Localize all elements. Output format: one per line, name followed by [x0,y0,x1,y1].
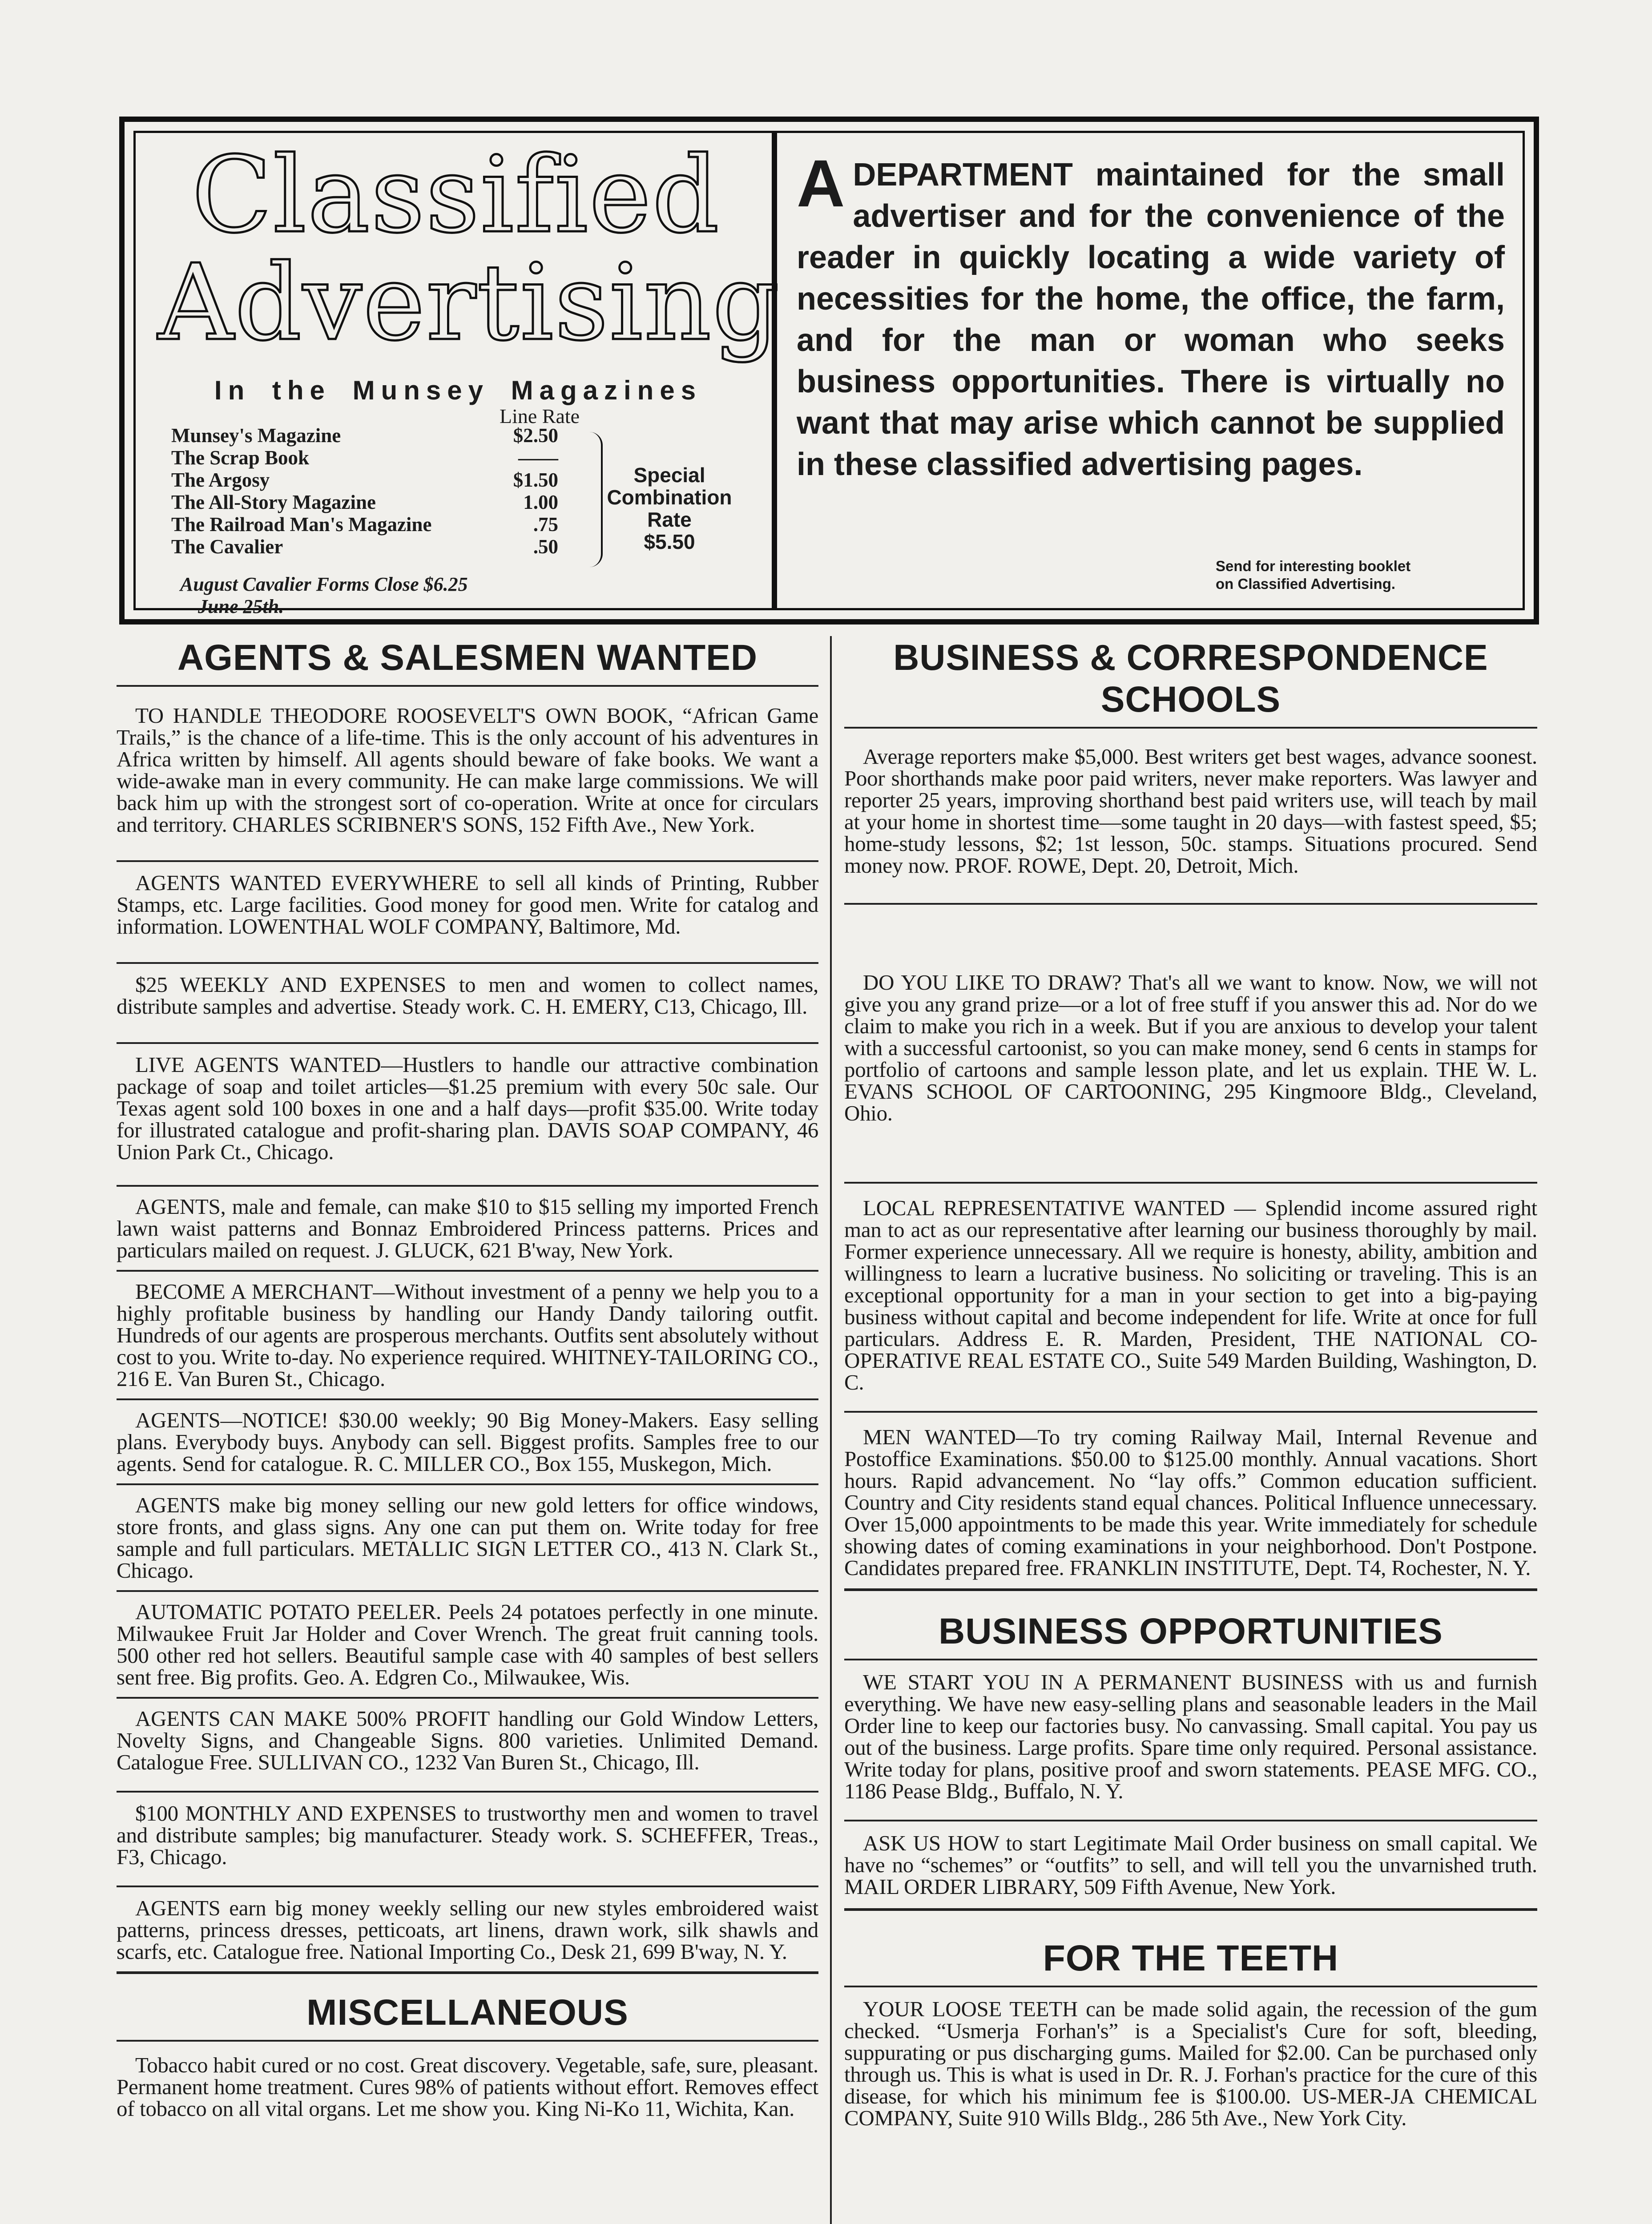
section-heading-business-opportunities: BUSINESS OPPORTUNITIES [939,1611,1443,1652]
section-rule [117,685,818,687]
forms-close-total: $6.25 [423,573,468,595]
booklet-note-line2: on Classified Advertising. [1216,576,1396,592]
ad-divider [117,1791,818,1793]
booklet-note [1216,557,1491,593]
rate-row [171,447,572,469]
ad-weekly-expenses: $25 WEEKLY AND EXPENSES to men and women to collect names, distribute samples and advertise. Steady work. C. H. EMERY, C13, Chicago, Ill. [117,972,818,1019]
section-heading-agents: AGENTS & SALESMEN WANTED [177,637,758,678]
ad-tobacco-habit: Tobacco habit cured or no cost. Great discovery. Vegetable, safe, sure, pleasant. Permanent home treatment. Cures 98% of patients without effort. Removes effect of tobacco on all vital organs. Let me show you. King Ni-Ko 11, Wichita, Kan. [117,2053,818,2121]
ad-mail-order-library: ASK US HOW to start Legitimate Mail Order business on small capital. We have no “schemes” or “outfits” to sell, and will tell you the unvarnished truth. MAIL ORDER LIBRARY, 509 Fifth Avenue, New York. [844,1831,1537,1899]
rate-magazine: Munsey's Magazine [171,424,341,447]
rate-row [171,492,572,514]
ad-waist-patterns: AGENTS, male and female, can make $10 to $15 selling my imported French lawn waist patterns and Bonnaz Embroidered Princess patterns. Prices and particulars mailed on request. J. GLUCK, 621 B'way, New York. [117,1194,818,1262]
ad-divider [844,903,1537,905]
masthead-right-panel [777,133,1523,608]
ad-printing-stamps: AGENTS WANTED EVERYWHERE to sell all kinds of Printing, Rubber Stamps, etc. Large facilities. Good money for good men. Write for catalog and information. LOWENTHAL WOLF COMPANY, Baltimore, Md. [117,870,818,939]
rate-table [171,425,572,558]
section-heading-miscellaneous: MISCELLANEOUS [306,1992,629,2033]
ad-divider [117,1697,818,1699]
rate-magazine: The Cavalier [171,536,283,558]
department-text: DEPARTMENT maintained for the small advertiser and for the convenience of the reader in quickly locating a wide variety of necessities for the home, the office, the farm, and for the man or woman who seeks business opportunities. There is virtually no want that may arise which cannot be supplied in these classified advertising pages. [797,157,1505,482]
ad-divider [844,1182,1537,1184]
ad-permanent-business: WE START YOU IN A PERMANENT BUSINESS with us and furnish everything. We have new easy-selling plans and seasonable leaders in the Mail Order line to keep our factories busy. No canvassing. Small capital. You pay us out of the business. Large profits. Spare time only required. Personal assistance. Write today for plans, positive proof and sworn statements. PEASE MFG. CO., 1186 Pease Bldg., Buffalo, N. Y. [844,1670,1537,1803]
ad-divider [117,860,818,862]
ad-divider [844,1820,1537,1821]
section-rule [844,1588,1537,1591]
section-rule [844,1908,1537,1911]
ad-men-wanted-exams: MEN WANTED—To try coming Railway Mail, Internal Revenue and Postoffice Examinations. $50.00 to $125.00 monthly. Annual vacations. Short hours. Rapid advancement. No “lay offs.” Common education sufficient. Country and City residents stand equal chances. Political Influence unnecessary. Over 15,000 appointments to be made this year. Write immediately for schedule showing dates of coming examinations in your neighborhood. Don't Postpone. Candidates prepared free. FRANKLIN INSTITUTE, Dept. T4, Rochester, N. Y. [844,1425,1537,1580]
combo-label-combination: Combination [607,486,732,509]
rate-magazine: The Railroad Man's Magazine [171,513,432,536]
ad-gold-letters: AGENTS make big money selling our new gold letters for office windows, store fronts, and glass signs. Any one can put them on. Write today for free sample and full particulars. METALLIC SIGN LETTER CO., 413 N. Clark St., Chicago. [117,1493,818,1583]
rate-price: 1.00 [523,491,558,513]
classified-masthead [119,117,1539,624]
rate-magazine: The Argosy [171,469,270,491]
column-divider [830,636,832,2224]
forms-close-label: August Cavalier Forms Close [180,573,419,595]
masthead-subtitle: In the Munsey Magazines [214,375,702,405]
rate-row [171,425,572,447]
masthead-left-panel [136,133,781,617]
right-column [844,636,1537,2129]
department-description [797,146,1505,485]
rate-price: $1.50 [513,469,558,491]
drop-cap: A [797,146,845,221]
combo-label-rate: Rate [647,508,692,531]
section-heading-schools [851,637,1531,721]
ad-loose-teeth: YOUR LOOSE TEETH can be made solid again, the recession of the gum checked. “Usmerja Forhan's” is a Specialist's Cure for soft, bleeding, suppurating or pus discharging gums. Mailed for $2.00. Can be purchased only through us. This is what is used in Dr. R. J. Forhan's practice for the cure of this disease, for which his minimum fee is $100.00. US-MER-JA CHEMICAL COMPANY, Suite 910 Wills Bldg., 286 5th Ave., New York City. [844,1997,1537,2130]
ad-roosevelt-book: TO HANDLE THEODORE ROOSEVELT'S OWN BOOK, “African Game Trails,” is the chance of a life-time. This is the only account of his adventures in Africa written by himself. All agents should beware of fake books. We want a wide-awake man in every community. He can make large commissions. We will back him up with the strongest sort of co-operation. Write at once for circulars and territory. CHARLES SCRIBNER'S SONS, 152 Fifth Ave., New York. [117,703,818,837]
ad-monthly-expenses: $100 MONTHLY AND EXPENSES to trustworthy men and women to travel and distribute samples; big manufacturer. Steady work. S. SCHEFFER, Treas., F3, Chicago. [117,1801,818,1869]
rate-row [171,469,572,492]
ad-soap-agents: LIVE AGENTS WANTED—Hustlers to handle our attractive combination package of soap and toilet articles—$1.25 premium with every 50c sale. Our Texas agent sold 100 boxes in one and a half days—profit $35.00. Write today for illustrated catalogue and profit-sharing plan. DAVIS SOAP COMPANY, 46 Union Park Ct., Chicago. [117,1052,818,1164]
ad-divider [117,1886,818,1887]
forms-close-note [180,573,625,618]
forms-close-date: June 25th. [198,596,284,617]
ad-window-letters: AGENTS CAN MAKE 500% PROFIT handling our Gold Window Letters, Novelty Signs, and Changeable Signs. 800 varieties. Unlimited Demand. Catalogue Free. SULLIVAN CO., 1232 Van Buren St., Chicago, Ill. [117,1706,818,1774]
ad-divider [117,1398,818,1400]
rate-row [171,514,572,536]
combination-rate-box [603,464,736,553]
ad-cartooning-school: DO YOU LIKE TO DRAW? That's all we want to know. Now, we will not give you any grand prize—or a lot of free stuff if you answer this ad. Nor do we claim to make you rich in a week. But if you are anxious to develop your talent with a successful cartoonist, so you can make money, send 6 cents in stamps for portfolio of cartoons and sample lesson plate, and let us explain. THE W. L. EVANS SCHOOL OF CARTOONING, 295 Kingmoore Bldg., Cleveland, Ohio. [844,970,1537,1125]
section-heading-teeth: FOR THE TEETH [1043,1938,1339,1978]
section-rule [844,1659,1537,1660]
ad-divider [844,1411,1537,1413]
section-rule [844,727,1537,729]
ad-potato-peeler: AUTOMATIC POTATO PEELER. Peels 24 potatoes perfectly in one minute. Milwaukee Fruit Jar Holder and Cover Wrench. The great fruit canning tools. 500 other red hot sellers. Beautiful sample case with 40 samples of best sellers sent free. Big profits. Geo. A. Edgren Co., Milwaukee, Wis. [117,1600,818,1689]
ad-divider [117,1270,818,1272]
combo-price: $5.50 [644,530,695,553]
section-rule [117,1971,818,1974]
rate-magazine: The Scrap Book [171,447,310,469]
left-column [117,636,818,2119]
ad-shorthand-reporters: Average reporters make $5,000. Best writers get best wages, advance soonest. Poor shorthands make poor paid writers, never make reporters. Was lawyer and reporter 25 years, improving shorthand best paid writers use, will teach by mail at your home in shortest time—some taught in 20 days—with fastest speed, $5; home-study lessons, $2; 1st lesson, 50c. stamps. Situations procured. Send money now. PROF. ROWE, Dept. 20, Detroit, Mich. [844,744,1537,878]
ad-divider [117,1042,818,1044]
combo-label-special: Special [633,463,705,487]
ad-agents-notice: AGENTS—NOTICE! $30.00 weekly; 90 Big Money-Makers. Easy selling plans. Everybody buys. Anybody can sell. Biggest profits. Samples free to our agents. Send for catalogue. R. C. MILLER CO., Box 155, Muskegon, Mich. [117,1408,818,1476]
ad-embroidered-waist: AGENTS earn big money weekly selling our new styles embroidered waist patterns, princess dresses, petticoats, art linens, drawn work, silk shawls and scarfs, etc. Catalogue free. National Importing Co., Desk 21, 699 B'way, N. Y. [117,1896,818,1964]
rate-price: .50 [533,536,558,558]
section-rule [844,1986,1537,1987]
ad-divider [117,1185,818,1187]
masthead-title-classified: Classified [191,134,720,256]
rate-header: Line Rate [500,405,580,427]
section-rule [117,2040,818,2042]
rate-price: —— [518,447,558,469]
ad-become-merchant: BECOME A MERCHANT—Without investment of a penny we help you to a highly profitable business by handling our Handy Dandy tailoring outfit. Hundreds of our agents are prosperous merchants. Outfits sent absolutely without cost to you. Write to-day. No experience required. WHITNEY-TAILORING CO., 216 E. Van Buren St., Chicago. [117,1279,818,1391]
ad-divider [117,962,818,964]
ad-local-representative: LOCAL REPRESENTATIVE WANTED — Splendid income assured right man to act as our representative after learning our business thoroughly by mail. Former experience unnecessary. All we require is honesty, ability, ambition and willingness to learn a lucrative business. No soliciting or traveling. This is an exceptional opportunity for a man in your section to get into a big-paying business without capital and become independent for life. Write at once for full particulars. Address E. R. Marden, President, THE NATIONAL CO-OPERATIVE REAL ESTATE CO., Suite 549 Marden Building, Washington, D. C. [844,1196,1537,1394]
schools-heading-line1: BUSINESS & CORRESPONDENCE [893,637,1488,678]
booklet-note-line1: Send for interesting booklet [1216,558,1411,574]
masthead-title-advertising: Advertising [158,242,781,364]
schools-heading-line2: SCHOOLS [1100,679,1281,720]
rate-price: .75 [533,513,558,536]
ad-divider [117,1590,818,1592]
ad-divider [117,1483,818,1485]
rate-price: $2.50 [513,424,558,447]
rate-row [171,536,572,558]
brace-icon [583,432,603,567]
rate-magazine: The All-Story Magazine [171,491,376,513]
masthead-inner-frame [133,131,1525,617]
